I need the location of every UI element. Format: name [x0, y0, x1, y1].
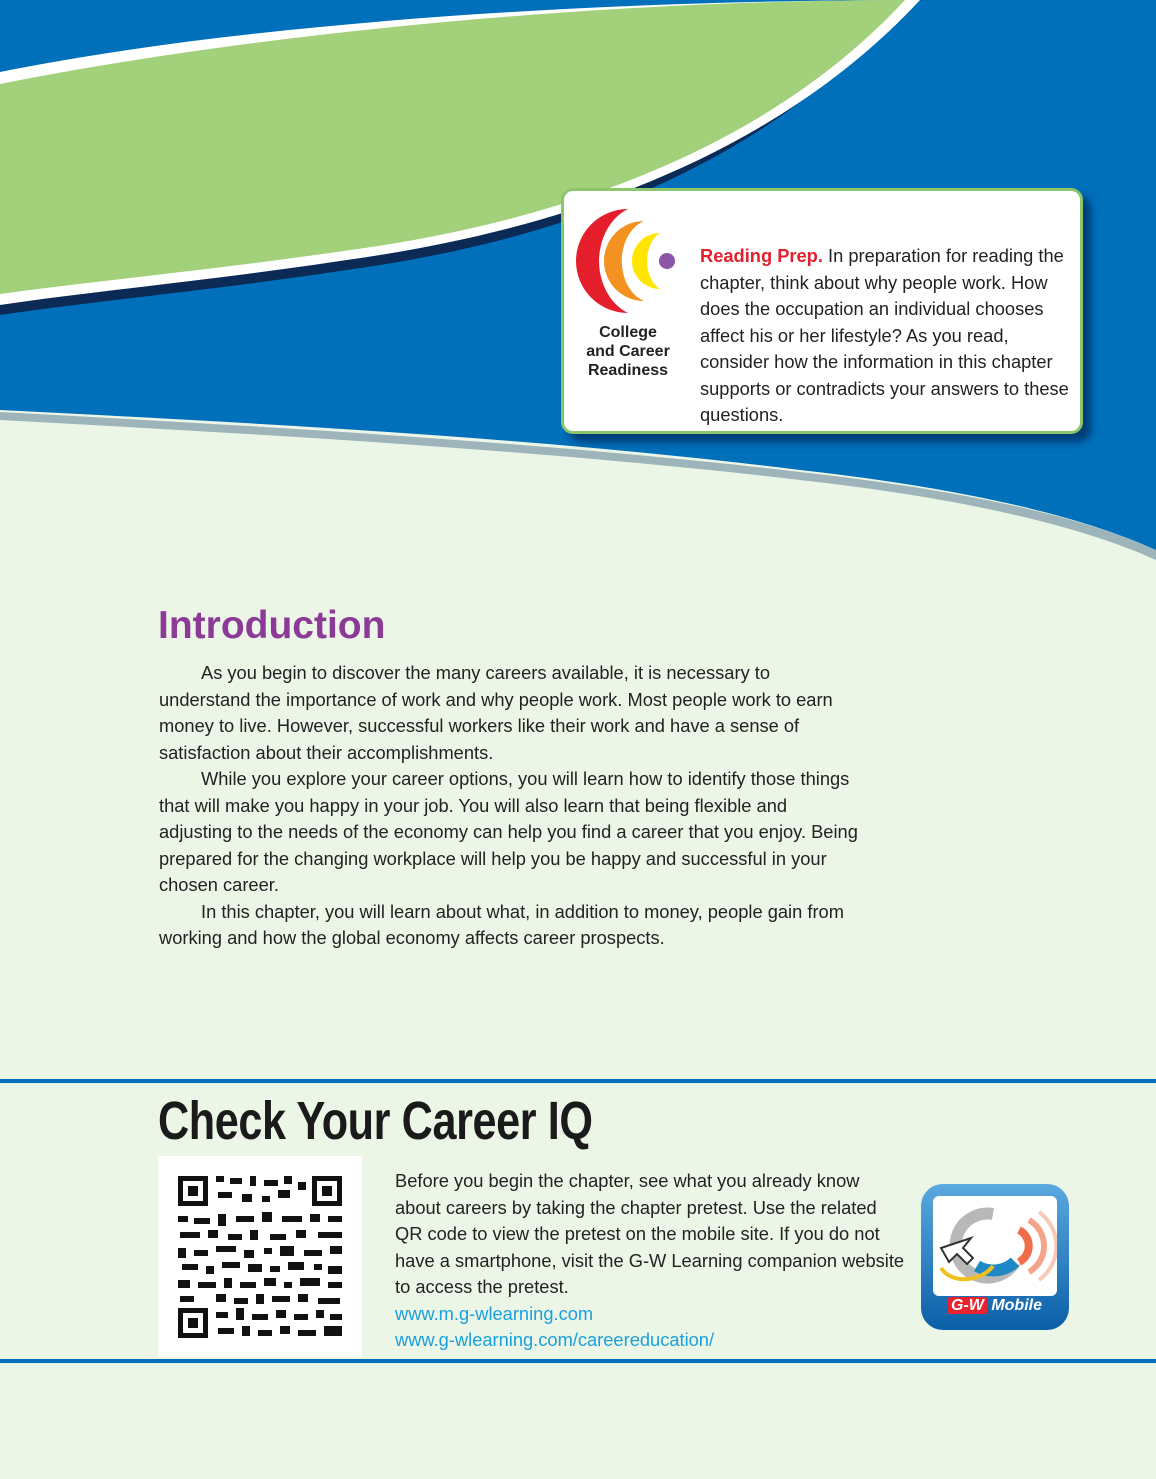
top-divider: [0, 1079, 1156, 1083]
companion-site-link[interactable]: www.g-wlearning.com/careereducation/: [395, 1329, 715, 1350]
reading-prep-heading: Reading Prep.: [700, 245, 823, 266]
intro-paragraph: As you begin to discover the many careers available, it is necessary to understand the importance of work and why people work. Most people work to earn money to live. However, successful workers like their work and have a sense of satisfaction about their accomplishments.: [159, 662, 833, 763]
gw-mobile-label: G-W Mobile: [921, 1297, 1069, 1315]
career-iq-body: Before you begin the chapter, see what you already know about careers by taking the chapter pretest. Use the related QR code to view the pretest on the mobile site. If you do not have a smartphone, visit the G-W Learning companion website to access the pretest.: [395, 1170, 905, 1297]
career-iq-heading: Check Your Career IQ: [158, 1091, 593, 1151]
bottom-divider: [0, 1359, 1156, 1363]
mobile-site-link[interactable]: www.m.g-wlearning.com: [395, 1302, 594, 1324]
qr-code-icon: [158, 1156, 362, 1358]
gw-mobile-app-icon[interactable]: [921, 1184, 1069, 1330]
introduction-heading: Introduction: [158, 604, 386, 647]
mobile-signal-icon: [933, 1196, 1057, 1296]
introduction-body: [159, 660, 859, 952]
college-career-readiness-logo-icon: [576, 201, 676, 321]
intro-paragraph: In this chapter, you will learn about what, in addition to money, people gain from working and how the global economy affects career prospects.: [159, 900, 844, 948]
career-iq-text: [395, 1168, 905, 1354]
reading-prep-body: In preparation for reading the chapter, think about why people work. How does the occupation an individual chooses affect his or her lifestyle? As you read, consider how the information in this chapter supports or contradicts your answers to these questions.: [700, 245, 1069, 425]
reading-prep-callout: [561, 188, 1083, 434]
qr-code[interactable]: [158, 1156, 362, 1358]
intro-paragraph: While you explore your career options, you will learn how to identify those things that will make you happy in your job. You will also learn that being flexible and adjusting to the needs of the economy can help you find a career that you enjoy. Being prepared for the changing workplace will help you be happy and successful in your chosen career.: [159, 768, 858, 895]
college-career-readiness-label: College and Career Readiness: [586, 324, 670, 379]
reading-prep-text: [700, 243, 1080, 429]
